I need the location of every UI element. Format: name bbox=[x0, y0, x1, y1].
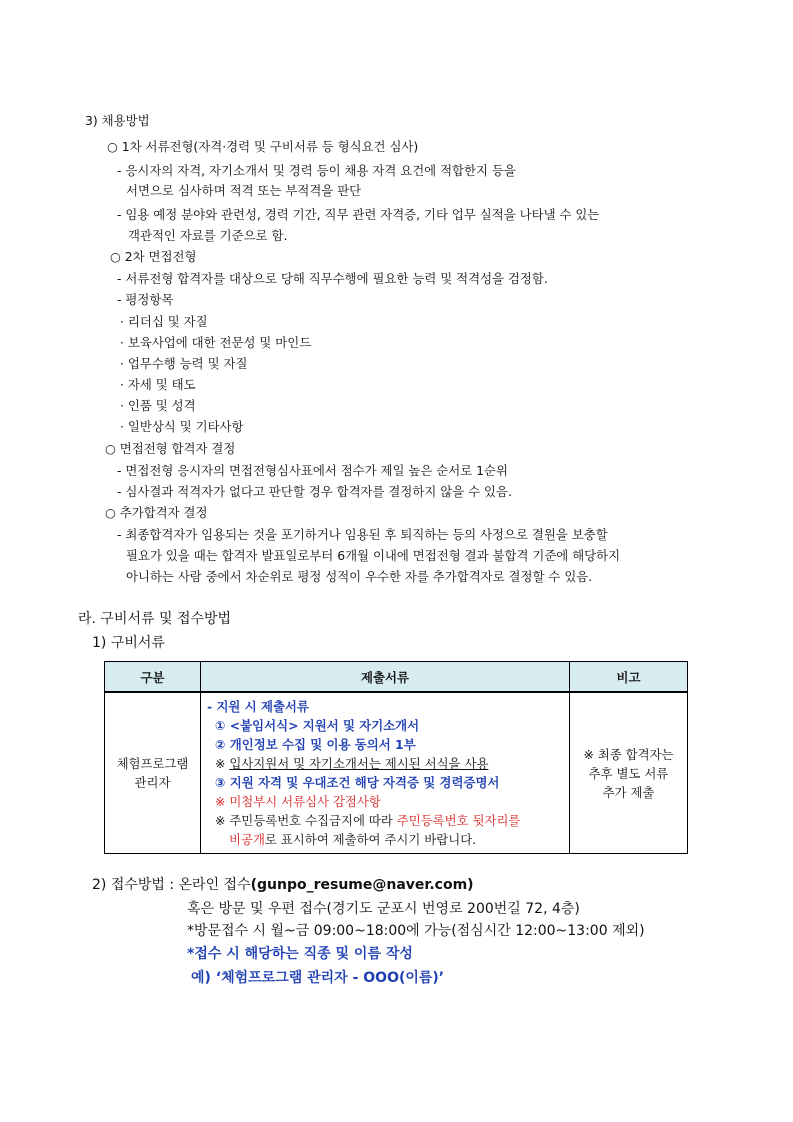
submission-line: 혹은 방문 및 우편 접수(경기도 군포시 번영로 200번길 72, 4층) bbox=[187, 901, 580, 917]
stage1-line: 서면으로 심사하며 적격 또는 부적격을 판단 bbox=[126, 183, 362, 198]
section-heading: 3) 채용방법 bbox=[85, 113, 150, 128]
docs-line bbox=[207, 830, 563, 849]
docs-line: ③ 지원 자격 및 우대조건 해당 자격증 및 경력증명서 bbox=[215, 775, 500, 790]
additional-line: - 최종합격자가 임용되는 것을 포기하거나 임용된 후 퇴직하는 등의 사정으로 결원을 보충할 bbox=[117, 527, 608, 542]
documents-table bbox=[104, 661, 688, 854]
stage1-line: 객관적인 자료를 기준으로 함. bbox=[128, 228, 288, 243]
eval-item: · 자세 및 태도 bbox=[120, 377, 196, 392]
submission-line: *접수 시 해당하는 직종 및 이름 작성 bbox=[187, 946, 413, 962]
eval-item: · 보육사업에 대한 전문성 및 마인드 bbox=[120, 335, 312, 350]
note-cell bbox=[570, 692, 688, 854]
eval-item: · 인품 및 성격 bbox=[120, 398, 196, 413]
additional-line: 아니하는 사람 중에서 차순위로 평정 성적이 우수한 자를 추가합격자로 결정할 수 있음. bbox=[126, 569, 593, 584]
table-row bbox=[105, 692, 688, 854]
category-cell bbox=[105, 692, 201, 854]
additional-line: 필요가 있을 때는 합격자 발표일로부터 6개월 이내에 면접전형 결과 불합격 기준에 해당하지 bbox=[126, 548, 621, 563]
decision-title: ○ 면접전형 합격자 결정 bbox=[105, 441, 236, 456]
header-category: 구분 bbox=[105, 662, 201, 693]
note-line: ※ 최종 합격자는 bbox=[583, 746, 674, 762]
docs-red-text: 주민등록번호 뒷자리를 bbox=[396, 813, 521, 828]
docs-line bbox=[207, 754, 563, 773]
stage2-line: - 서류전형 합격자를 대상으로 당해 직무수행에 필요한 능력 및 적격성을 검정함. bbox=[117, 271, 548, 286]
documents-cell bbox=[201, 692, 570, 854]
header-note: 비고 bbox=[570, 662, 688, 693]
eval-item: · 리더십 및 자질 bbox=[120, 314, 208, 329]
submission-label: 2) 접수방법 : 온라인 접수 bbox=[92, 877, 251, 893]
docs-line: - 지원 시 제출서류 bbox=[207, 699, 309, 714]
note-line: 추가 제출 bbox=[602, 784, 655, 800]
stage1-line: - 임용 예정 분야와 관련성, 경력 기간, 직무 관련 자격증, 기타 업무 실적을 나타낼 수 있는 bbox=[117, 207, 600, 222]
category-line: 관리자 bbox=[134, 775, 171, 790]
docs-line bbox=[207, 811, 563, 830]
eval-item: · 일반상식 및 기타사항 bbox=[120, 419, 244, 434]
submission-example: 예) ‘체험프로그램 관리자 - OOO(이름)’ bbox=[191, 970, 445, 986]
submission-method bbox=[92, 876, 474, 894]
decision-line: - 면접전형 응시자의 면접전형심사표에서 점수가 제일 높은 순서로 1순위 bbox=[117, 463, 508, 478]
docs-line: ① <붙임서식> 지원서 및 자기소개서 bbox=[215, 718, 420, 733]
sub-heading-documents: 1) 구비서류 bbox=[92, 635, 165, 651]
submission-email: (gunpo_resume@naver.com) bbox=[250, 877, 474, 893]
stage2-line: - 평정항목 bbox=[117, 292, 174, 307]
note-line: 추후 별도 서류 bbox=[588, 765, 669, 781]
eval-item: · 업무수행 능력 및 자질 bbox=[120, 356, 248, 371]
section-ra-heading: 라. 구비서류 및 접수방법 bbox=[78, 611, 232, 627]
docs-red-text: 비공개 bbox=[229, 832, 265, 847]
stage2-title: ○ 2차 면접전형 bbox=[110, 249, 197, 264]
decision-line: - 심사결과 적격자가 없다고 판단할 경우 합격자를 결정하지 않을 수 있음. bbox=[117, 484, 512, 499]
stage1-title: ○ 1차 서류전형(자격·경력 및 구비서류 등 형식요건 심사) bbox=[107, 139, 419, 154]
category-line: 체험프로그램 bbox=[116, 756, 189, 771]
additional-title: ○ 추가합격자 결정 bbox=[105, 505, 208, 520]
table-header-row bbox=[105, 662, 688, 693]
stage1-line: - 응시자의 자격, 자기소개서 및 경력 등이 채용 자격 요건에 적합한지 등을 bbox=[117, 163, 516, 178]
docs-text: ※ 주민등록번호 수집금지에 따라 bbox=[215, 813, 397, 828]
submission-line: *방문접수 시 월~금 09:00~18:00에 가능(점심시간 12:00~13:00 제외) bbox=[187, 923, 645, 939]
docs-line: ※ 미첨부시 서류심사 감점사항 bbox=[215, 794, 381, 809]
docs-underlined-note: 입사지원서 및 자기소개서는 제시된 서식을 사용 bbox=[229, 756, 489, 771]
docs-note-mark: ※ bbox=[215, 756, 230, 771]
docs-text: 로 표시하여 제출하여 주시기 바랍니다. bbox=[264, 832, 477, 847]
docs-line: ② 개인정보 수집 및 이용 동의서 1부 bbox=[215, 737, 416, 752]
header-documents: 제출서류 bbox=[201, 662, 570, 693]
